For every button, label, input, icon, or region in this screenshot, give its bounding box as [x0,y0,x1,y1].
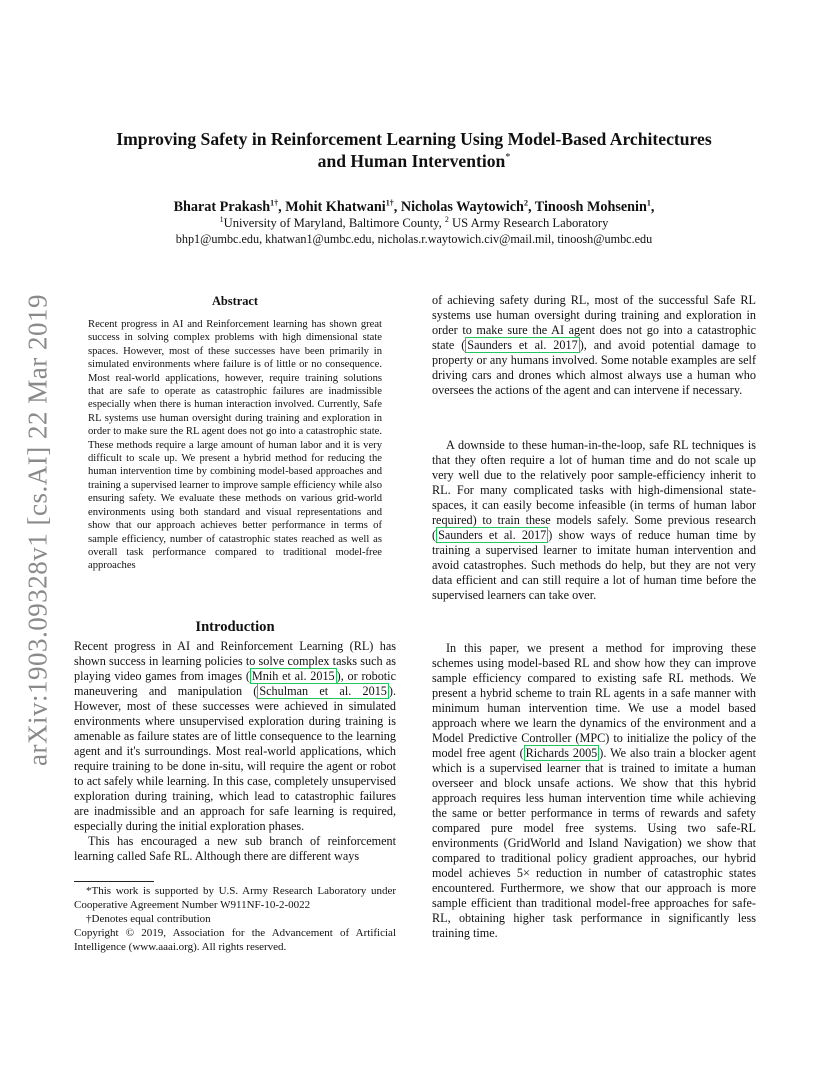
intro-paragraph [74,639,396,834]
text-run: ) show ways of reduce human time by training a supervised learner to imitate human intervention and avoid catastrophes. Such methods do help, but they are not very data efficient and can still require a lot of human time before the supervised learners can take over. [432,528,756,602]
author-name: Nicholas Waytowich [400,199,524,215]
text-run: In this paper, we present a method for improving these schemes using model-based RL and show how they can improve sample efficiency compared to existing safe RL methods. We present a hybrid scheme to train RL agents in a safe manner with minimum human intervention time. We use a model based approach where we learn the dynamics of the environment and a Model Predictive Controller (MPC) to initialize the policy of the model free agent ( [432,641,756,760]
citation-link[interactable]: Richards 2005 [525,746,598,760]
affil-text: US Army Research Laboratory [448,216,609,230]
affil-mark: 2 [444,214,449,224]
paper-title [60,128,768,172]
arxiv-stamp: arXiv:1903.09328v1 [cs.AI] 22 Mar 2019 [22,294,53,766]
author-marks: 2 [523,198,528,208]
author-name: Bharat Prakash [173,199,271,215]
text-run: ). However, most of these successes were achieved in simulated environments where unsupervised exploration during training is amenable as failure states are of little consequence to the learning agent and it's surroundings. Most real-world applications, which require training to be done in-situ, will require the agent or robot to act safely while learning. In this case, completely unsupervised exploration during training, which lead to catastrophic failures are inadmissible and an approach for safe learning is required, especially during the initial exploration phases. [74,684,396,833]
affil-mark: 1 [219,214,224,224]
footnotes [74,884,396,954]
affiliations [60,215,768,231]
author-name: Tinoosh Mohsenin [534,199,647,215]
title-line-1: Improving Safety in Reinforcement Learning Using Model-Based Architectures [116,129,712,149]
citation-link[interactable]: Saunders et al. 2017 [467,338,578,352]
text-run: ), or robotic maneuvering and manipulation ( [74,669,396,698]
intro-body [74,639,396,864]
right-paragraph-3 [432,641,756,941]
footnote-rule [74,881,154,882]
affil-text: University of Maryland, Baltimore County, [223,216,445,230]
copyright-notice: Copyright © 2019, Association for the Advancement of Artificial Intelligence (www.aaai.org). All rights reserved. [74,927,396,953]
text-run: A downside to these human-in-the-loop, safe RL techniques is that they often require a lot of human time and do not scale up very well due to the relatively poor sample-efficiency inherit to RL. For many complicated tasks with high-dimensional state-spaces, it can easily become infeasible (in terms of human labor required) to train these models safely. Some previous research ( [432,438,756,542]
right-paragraph-2 [432,438,756,603]
author-list: Bharat Prakash$^{1\dagger}$, Mohit Khatwani$^{1\dagger}$, Nicholas Waytowich$^2$, Tinoosh Mohsenin$^1$, [173,198,655,215]
citation-link[interactable]: Saunders et al. 2017 [438,528,547,542]
footnote-funding: *This work is supported by U.S. Army Research Laboratory under Cooperative Agreement Number W911NF-10-2-0022 [74,885,396,911]
text-run: ). We also train a blocker agent which is a supervised learner that is trained to imitate a human overseer and block unsafe actions. We show that this hybrid approach requires less human intervention time while achieving the same or better performance in terms of rewards and safety compared pure model free systems. Using two safe-RL environments (GridWorld and Island Navigation) we show that compared to traditional policy gradient approaches, our hybrid model achieves 5× reduction in number of catastrophic states encountered. Furthermore, we show that our approach is more sample efficient than traditional model-free approaches for safe-RL, obtaining higher task performance in significantly less training time. [432,746,756,940]
intro-heading: Introduction [195,619,275,635]
footnote-equal-contribution: †Denotes equal contribution [86,913,211,925]
text-run: ), and avoid potential damage to property or any humans involved. Some notable examples are self driving cars and drones which almost always use a human who oversees the actions of the agent and can intervene if necessary. [432,338,756,397]
author-marks: 1† [270,198,279,208]
title-line-2: and Human Intervention [317,151,506,171]
right-paragraph-1 [432,293,756,398]
author-marks: 1† [385,198,394,208]
intro-paragraph: This has encouraged a new sub branch of reinforcement learning called Safe RL. Although there are different ways [74,834,396,863]
author-name: Mohit Khatwani [285,199,386,215]
text-run: Recent progress in AI and Reinforcement Learning (RL) has shown success in learning policies to solve complex tasks such as playing video games from images ( [74,639,396,683]
abstract-body: Recent progress in AI and Reinforcement learning has shown great success in solving complex problems with high dimensional state spaces. However, most of these successes have been primarily in simulated environments where failure is of little or no consequence. Most real-world applications, however, require training solutions that are safe to operate as catastrophic failures are inadmissible especially when there is human interaction involved. Currently, Safe RL systems use human oversight during training and exploration in order to make sure the RL agent does not go into a catastrophic state. These methods require a large amount of human labor and it is very difficult to scale up. We present a hybrid method for reducing the human intervention time by combining model-based approaches and training a supervised learner to improve sample efficiency while also ensuring safety. We evaluate these methods on various grid-world environments using both standard and visual representations and show that our approach achieves better performance in terms of sample efficiency, number of catastrophic states reached as well as overall task performance compared to traditional model-free approaches [88,319,382,572]
citation-link[interactable]: Mnih et al. 2015 [251,669,335,683]
author-marks: 1 [646,198,651,208]
citation-link[interactable]: Schulman et al. 2015 [259,684,387,698]
author-emails: bhp1@umbc.edu, khatwan1@umbc.edu, nicholas.r.waytowich.civ@mail.mil, tinoosh@umbc.edu [175,232,653,246]
title-footnote-mark: * [505,152,511,164]
abstract-heading: Abstract [211,294,259,308]
text-run: of achieving safety during RL, most of the successful Safe RL systems use human oversight during training and exploration in order to make sure the AI agent does not go into a catastrophic state ( [432,293,756,352]
